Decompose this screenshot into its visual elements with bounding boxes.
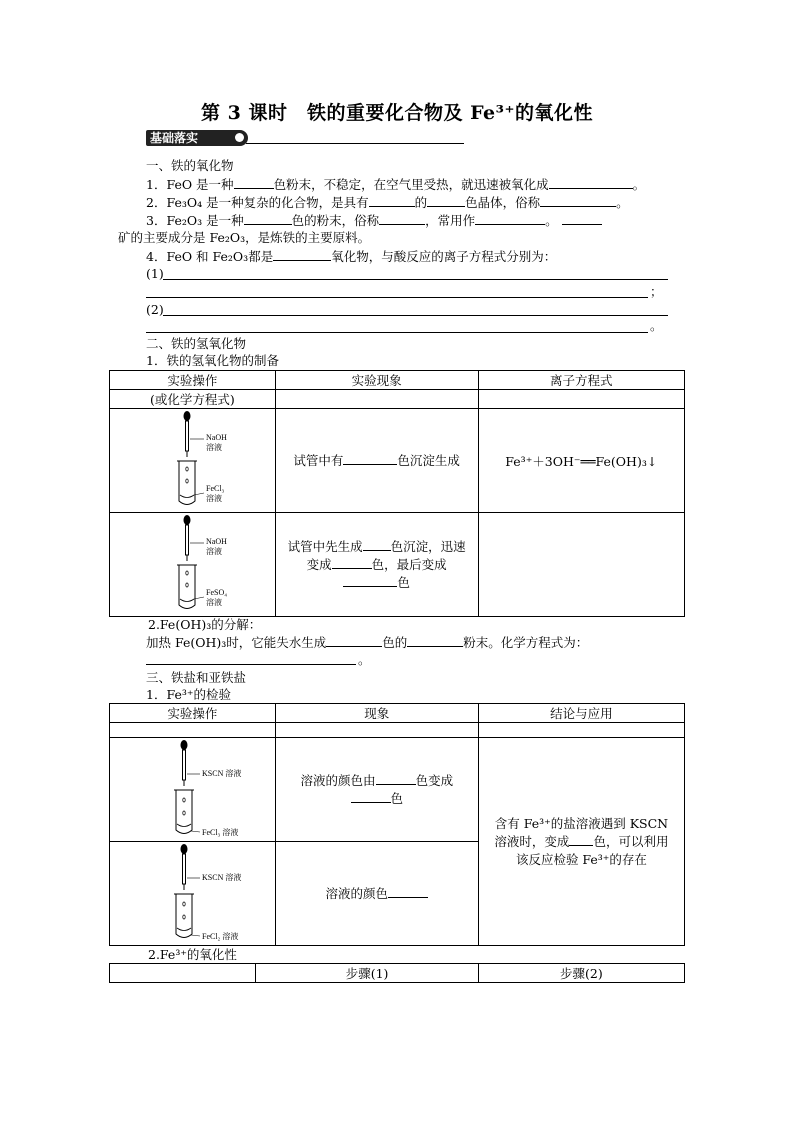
page-title: 第 3 课时 铁的重要化合物及 Fe³⁺的氧化性	[201, 102, 593, 124]
col-header-conclusion: 结论与应用	[478, 704, 684, 723]
step1-header: 步骤(1)	[256, 964, 478, 983]
oxidation-table	[109, 963, 685, 983]
answer-line	[163, 315, 668, 316]
conclusion-cell: 含有 Fe³⁺的盐溶液遇到 KSCN 溶液时，变成 色，可以利用 该反应检验 Fe³⁺的存在	[478, 738, 684, 946]
col-header-phenomenon: 现象	[275, 704, 478, 723]
dropper-test-tube-icon	[132, 842, 252, 942]
svg-text:NaOH: NaOH	[206, 537, 228, 546]
dropper-test-tube-icon	[132, 409, 252, 509]
answer-line	[146, 664, 356, 665]
answer-line	[163, 279, 668, 280]
badge-dot-icon	[235, 133, 244, 142]
dropper-test-tube-icon	[132, 513, 252, 613]
s2-sub1: 1．铁的氢氧化物的制备	[146, 353, 279, 368]
s1-line3-cont: 矿的主要成分是 Fe₂O₃，是炼铁的主要原料。	[118, 230, 371, 245]
s2-decomp: 加热 Fe(OH)₃时，它能失水生成 色的 粉末。化学方程式为：	[146, 635, 589, 650]
s3-sub2: 2.Fe³⁺的氧化性	[148, 947, 237, 962]
svg-text:FeCl₂ 溶液: FeCl₂ 溶液	[202, 932, 239, 941]
svg-text:溶液: 溶液	[206, 547, 223, 556]
svg-text:FeCl₃: FeCl₃	[206, 484, 225, 493]
s1-semicolon: ；	[650, 284, 663, 299]
s2-sub2: 2.Fe(OH)₃的分解：	[148, 617, 262, 632]
step2-header: 步骤(2)	[478, 964, 684, 983]
svg-text:NaOH: NaOH	[206, 433, 228, 442]
svg-text:溶液: 溶液	[206, 443, 223, 452]
apparatus-cell	[110, 738, 276, 842]
s1-p1-label: (1)	[146, 266, 164, 281]
s1-line2: 2．Fe₃O₄ 是一种复杂的化合物，是具有 的 色晶体，俗称 。	[146, 195, 629, 210]
svg-text:溶液: 溶液	[206, 494, 223, 503]
svg-text:FeSO₄: FeSO₄	[206, 588, 228, 597]
badge-underline	[246, 143, 464, 144]
s3-sub1: 1．Fe³⁺的检验	[146, 687, 231, 702]
answer-line	[146, 297, 648, 298]
s1-period: 。	[650, 318, 663, 333]
col-header-equation: 离子方程式	[478, 371, 684, 390]
apparatus-cell	[110, 409, 276, 513]
dropper-test-tube-icon	[132, 738, 252, 838]
svg-text:KSCN 溶液: KSCN 溶液	[202, 769, 242, 778]
answer-line	[146, 332, 648, 333]
hydroxide-table	[109, 370, 685, 617]
phenomenon-cell: 试管中有 色沉淀生成	[275, 409, 478, 513]
phenomenon-cell: 溶液的颜色由 色变成 色	[275, 738, 478, 842]
badge-label: 基础落实	[150, 131, 199, 145]
svg-text:FeCl₃ 溶液: FeCl₃ 溶液	[202, 828, 239, 837]
s1-p2-label: (2)	[146, 302, 164, 317]
col-header-operation: 实验操作	[110, 704, 276, 723]
s1-line1: 1．FeO 是一种 色粉末，不稳定，在空气里受热，就迅速被氧化成 。	[146, 177, 646, 192]
apparatus-cell	[110, 513, 276, 617]
s1-line3: 3．Fe₂O₃ 是一种 色的粉末，俗称 ，常用作 。	[146, 212, 602, 229]
phenomenon-cell: 溶液的颜色	[275, 842, 478, 946]
svg-text:KSCN 溶液: KSCN 溶液	[202, 873, 242, 882]
col-header-phenomenon: 实验现象	[275, 371, 478, 390]
section-badge	[146, 130, 248, 146]
apparatus-cell	[110, 842, 276, 946]
phenomenon-cell: 试管中先生成 色沉淀，迅速 变成 色，最后变成 色	[275, 513, 478, 617]
svg-text:溶液: 溶液	[206, 598, 223, 607]
equation-cell: Fe³⁺＋3OH⁻══Fe(OH)₃↓	[478, 409, 684, 513]
col-header-operation: 实验操作	[110, 371, 276, 390]
s2-decomp-end: 。	[358, 652, 371, 667]
section1-heading: 一、铁的氧化物	[146, 158, 234, 173]
col-subheader: (或化学方程式)	[110, 390, 276, 409]
s1-line4: 4．FeO 和 Fe₂O₃都是 氧化物，与酸反应的离子方程式分别为：	[146, 249, 557, 264]
section3-heading: 三、铁盐和亚铁盐	[146, 670, 247, 685]
section2-heading: 二、铁的氢氧化物	[146, 336, 247, 351]
fe3-test-table	[109, 703, 685, 946]
